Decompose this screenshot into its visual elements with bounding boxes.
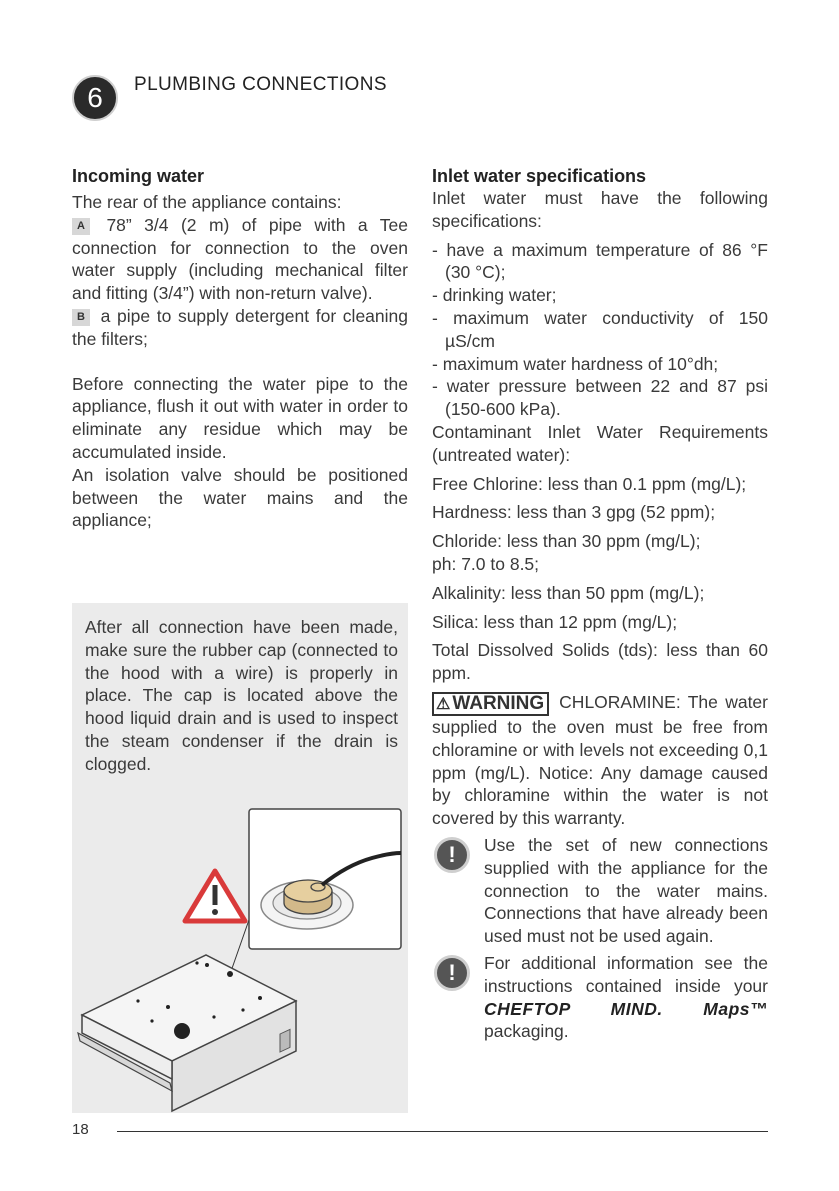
connections-notice <box>432 834 768 948</box>
free-chlorine-line: Free Chlorine: less than 0.1 ppm (mg/L); <box>432 473 747 494</box>
item-b-text: a pipe to supply detergent for cleaning the filters; <box>72 305 408 349</box>
isolation-valve-paragraph: An isolation valve should be positioned between the water mains and the appliance; <box>72 464 408 531</box>
info-notice <box>432 952 768 1043</box>
incoming-water-intro: The rear of the appliance contains: <box>72 192 342 212</box>
page-number: 18 <box>72 1121 89 1138</box>
rubber-cap-note: After all connection have been made, make sure the rubber cap (connected to the hood with a wire) is properly in place. The cap is located above the hood liquid drain and is used to inspect the steam condenser if the drain is clogged. <box>85 617 398 774</box>
contaminant-heading: Contaminant Inlet Water Requirements (untreated water): <box>432 421 768 465</box>
flush-paragraph: Before connecting the water pipe to the appliance, flush it out with water in order to eliminate any residue which may be accumulated inside. <box>72 373 408 462</box>
spec-item: - maximum water hardness of 10°dh; <box>432 353 719 374</box>
chloride-line: Chloride: less than 30 ppm (mg/L); <box>432 531 701 552</box>
incoming-water-heading: Incoming water <box>72 166 205 186</box>
footer-rule <box>117 1131 768 1132</box>
ph-line: ph: 7.0 to 8.5; <box>432 553 540 574</box>
detail-callout-box <box>249 809 401 949</box>
note-box <box>72 603 408 1113</box>
incoming-water-column <box>72 165 408 532</box>
spec-item: - drinking water; <box>432 285 557 306</box>
inlet-water-column <box>432 165 768 1043</box>
hood-body-drawing <box>78 955 296 1111</box>
key-b-label: B <box>72 309 90 326</box>
item-a-text: 78” 3/4 (2 m) of pipe with a Tee connection for connection to the oven water supply (including mechanical filter and fitting (3/4”) with non-return valve). <box>72 214 408 304</box>
chloramine-warning <box>432 691 768 830</box>
brand-name: CHEFTOP MIND. Maps™ <box>484 998 768 1019</box>
info-notice-end: packaging. <box>484 1021 569 1042</box>
warning-label: WARNING <box>452 692 545 714</box>
info-notice-text: For additional information see the instructions contained inside your <box>484 952 768 996</box>
exclamation-icon: ! <box>434 837 470 873</box>
warning-triangle-icon <box>185 871 245 921</box>
spec-list <box>432 239 768 421</box>
inlet-water-heading: Inlet water specifications <box>432 166 647 186</box>
section-title: PLUMBING CONNECTIONS <box>134 74 387 95</box>
inlet-water-intro: Inlet water must have the following specifications: <box>432 188 768 231</box>
warning-triangle-icon: ⚠ <box>436 695 451 713</box>
hood-illustration <box>72 603 408 1113</box>
section-number-badge: 6 <box>72 75 118 121</box>
warning-badge <box>432 692 549 716</box>
tds-line: Total Dissolved Solids (tds): less than 60 ppm. <box>432 640 768 684</box>
item-a <box>72 214 408 305</box>
spec-item: - water pressure between 22 and 87 psi (150-600 kPa). <box>432 376 768 420</box>
item-b <box>72 305 408 351</box>
exclamation-icon: ! <box>434 955 470 991</box>
silica-line: Silica: less than 12 ppm (mg/L); <box>432 611 678 632</box>
spec-item: - maximum water conductivity of 150 µS/cm <box>432 307 768 351</box>
key-a-label: A <box>72 218 90 235</box>
warning-text: CHLORAMINE: The water supplied to the oven must be free from chloramine or with levels not exceeding 0,1 ppm (mg/L). Notice: Any damage caused by chloramine within the water is not covered by this warranty. <box>432 691 768 829</box>
hardness-line: Hardness: less than 3 gpg (52 ppm); <box>432 502 716 523</box>
spec-item: - have a maximum temperature of 86 °F (30 °C); <box>432 239 768 283</box>
connections-notice-text: Use the set of new connections supplied with the appliance for the connection to the water mains. Connections that have already been used must not be used again. <box>484 834 768 947</box>
alkalinity-line: Alkalinity: less than 50 ppm (mg/L); <box>432 582 705 603</box>
